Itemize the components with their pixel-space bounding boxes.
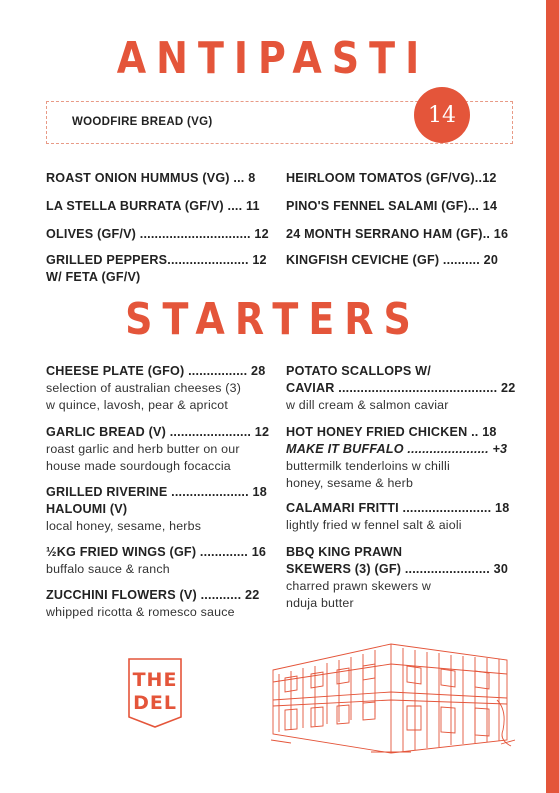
item-name: ½KG FRIED WINGS (GF) ............. 16	[46, 545, 267, 559]
starter-item-cheese-plate	[46, 363, 265, 414]
item-option: MAKE IT BUFFALO ...................... +3	[286, 442, 508, 456]
item-description: honey, sesame & herb	[286, 476, 414, 490]
item-description: charred prawn skewers w	[286, 579, 432, 593]
item-description: lightly fried w fennel salt & aioli	[286, 518, 462, 532]
item-name: GRILLED RIVERINE ..................... 18	[46, 485, 267, 499]
item-name: ZUCCHINI FLOWERS (V) ........... 22	[46, 588, 260, 602]
starter-item-hot-honey-chicken	[286, 424, 507, 492]
bread-price-badge: 14	[414, 87, 470, 143]
building-illustration	[271, 640, 515, 755]
accent-side-bar	[546, 0, 559, 793]
item-description: whipped ricotta & romesco sauce	[46, 605, 235, 619]
antipasti-item: LA STELLA BURRATA (GF/V) .... 11	[46, 199, 260, 213]
antipasti-item-continued: W/ FETA (GF/V)	[46, 270, 141, 284]
item-name: HOT HONEY FRIED CHICKEN .. 18	[286, 425, 497, 439]
starter-item-garlic-bread	[46, 424, 269, 475]
antipasti-item: HEIRLOOM TOMATOS (GF/VG)..12	[286, 171, 497, 185]
starter-item-wings	[46, 544, 266, 578]
starter-item-calamari	[286, 500, 509, 534]
bread-item-label: WOODFIRE BREAD (VG)	[72, 116, 213, 128]
starter-item-zucchini-flowers	[46, 587, 259, 621]
item-name: CALAMARI FRITTI ........................ 18	[286, 501, 510, 515]
antipasti-item: 24 MONTH SERRANO HAM (GF).. 16	[286, 227, 509, 241]
item-name-continued: SKEWERS (3) (GF) ....................... 30	[286, 562, 509, 576]
antipasti-item: KINGFISH CEVICHE (GF) .......... 20	[286, 253, 499, 267]
starter-item-haloumi	[46, 484, 267, 535]
item-name: POTATO SCALLOPS W/	[286, 364, 431, 378]
item-description: house made sourdough focaccia	[46, 459, 231, 473]
item-name-continued: CAVIAR ........................................... 22	[286, 381, 516, 395]
logo-text-line1: THE	[132, 669, 178, 691]
item-name-continued: HALOUMI (V)	[46, 502, 128, 516]
starter-item-potato-scallops	[286, 363, 515, 414]
starter-item-king-prawn	[286, 544, 508, 612]
item-name: CHEESE PLATE (GFO) ................ 28	[46, 364, 266, 378]
antipasti-item: OLIVES (GF/V) .............................. 12	[46, 227, 269, 241]
item-description: roast garlic and herb butter on our	[46, 442, 240, 456]
antipasti-item: PINO'S FENNEL SALAMI (GF)... 14	[286, 199, 498, 213]
item-description: local honey, sesame, herbs	[46, 519, 202, 533]
item-description: buttermilk tenderloins w chilli	[286, 459, 450, 473]
item-description: w dill cream & salmon caviar	[286, 398, 449, 412]
section-title-starters: STARTERS	[125, 293, 421, 345]
item-description: nduja butter	[286, 596, 354, 610]
the-del-logo	[127, 657, 183, 729]
antipasti-item: ROAST ONION HUMMUS (VG) ... 8	[46, 171, 256, 185]
logo-text-line2: DEL	[133, 692, 177, 714]
antipasti-item: GRILLED PEPPERS...................... 12	[46, 253, 267, 267]
item-name: BBQ KING PRAWN	[286, 545, 403, 559]
section-title-antipasti: ANTIPASTI	[116, 32, 430, 84]
item-description: w quince, lavosh, pear & apricot	[46, 398, 229, 412]
item-description: buffalo sauce & ranch	[46, 562, 170, 576]
item-description: selection of australian cheeses (3)	[46, 381, 242, 395]
item-name: GARLIC BREAD (V) ...................... 12	[46, 425, 270, 439]
